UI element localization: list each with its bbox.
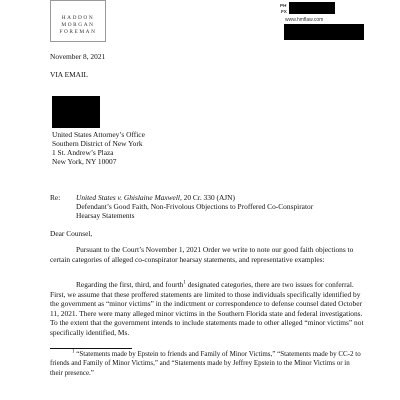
firm-website: www.hmflaw.com	[285, 17, 324, 23]
salutation: Dear Counsel,	[50, 229, 93, 238]
footnote-ref: 1	[183, 280, 186, 286]
address-line-4: New York, NY 10007	[52, 157, 117, 166]
case-number: , 20 Cr. 330 (AJN)	[179, 193, 235, 202]
footnote-number: 1	[72, 349, 75, 355]
redaction-contact-2	[284, 24, 364, 40]
phone-label: PH	[280, 3, 287, 8]
paragraph-1: Pursuant to the Court’s November 1, 2021 Order we write to note our good faith objections to certain categories of alleged co-conspirator hearsay statements, and representative examples:	[50, 245, 354, 264]
address-line-1: United States Attorney’s Office	[52, 130, 145, 139]
re-label: Re:	[50, 193, 61, 202]
logo-line-3: FOREMAN	[59, 29, 97, 35]
footnote-divider	[50, 348, 132, 349]
redaction-recipient-name	[52, 96, 100, 128]
paragraph-2-start: Regarding the first, third, and fourth	[76, 280, 184, 289]
footnote	[50, 350, 362, 378]
delivery-method: VIA EMAIL	[50, 70, 88, 79]
letter-date: November 8, 2021	[50, 52, 106, 61]
paragraph-2-rest: designated categories, there are two issues for conferral. First, we assume that these proffered statements are limited to those individuals specifically identified by the government as “minor victims” in the indictment or correspondence to defense counsel dated October 11, 2021. There were many alleged minor victims in the Southern Florida state and federal investigations. To the extent that the government intends to include statements made to other alleged “minor victims” not specifically identified, Ms.	[50, 280, 364, 337]
fax-label: FX	[281, 9, 287, 14]
firm-logo	[50, 0, 106, 42]
re-line-1	[76, 193, 235, 202]
re-line-2: Defendant’s Good Faith, Non-Frivolous Objections to Proffered Co-Conspirator	[76, 202, 314, 211]
address-line-2: Southern District of New York	[52, 139, 143, 148]
logo-line-1: HADDON	[61, 15, 95, 21]
paragraph-2	[50, 280, 364, 338]
logo-line-2: MORGAN	[61, 22, 95, 28]
footnote-text: “Statements made by Epstein to friends and Family of Minor Victims,” “Statements made by CC-2 to friends and Family of Minor Victims,” and “Statements made by Jeffrey Epstein to the Minor Victims or in their presence.”	[50, 350, 361, 377]
re-line-3: Hearsay Statements	[76, 211, 135, 220]
redaction-contact	[289, 2, 335, 14]
case-name: United States v. Ghislaine Maxwell	[76, 193, 180, 202]
address-line-3: 1 St. Andrew’s Plaza	[52, 148, 114, 157]
